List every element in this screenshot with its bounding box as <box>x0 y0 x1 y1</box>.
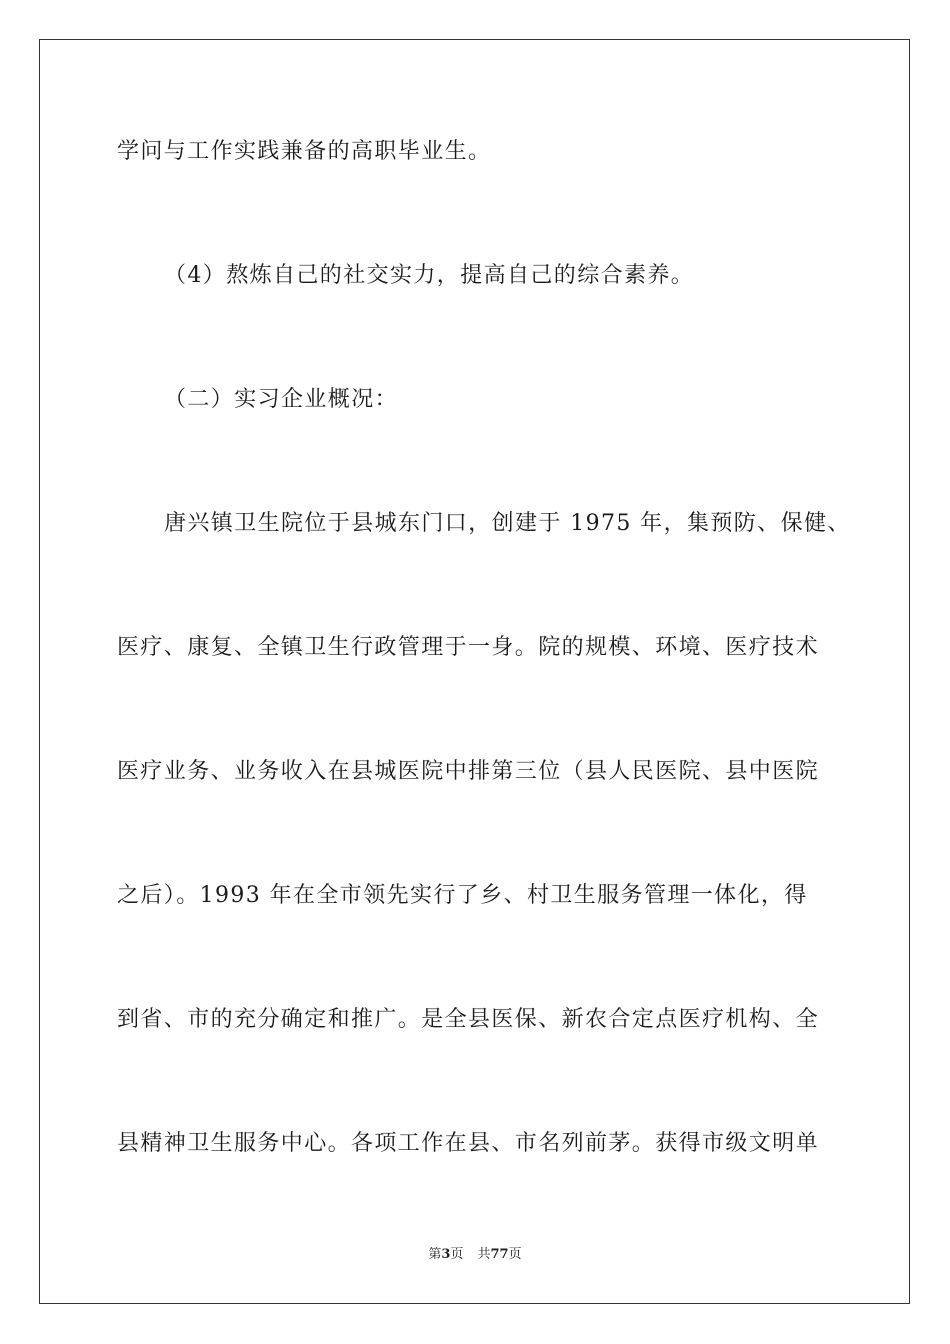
text-line-2: （4）熬炼自己的社交实力，提高自己的综合素养。 <box>164 263 695 288</box>
text-line-4: 唐兴镇卫生院位于县城东门口，创建于 1975 年，集预防、保健、 <box>164 511 851 536</box>
page-number: 3 <box>441 1247 451 1262</box>
page-border <box>39 39 910 1304</box>
text-line-7: 之后）。1993 年在全市领先实行了乡、村卫生服务管理一体化，得 <box>117 883 808 908</box>
page-suffix: 页 <box>450 1247 464 1262</box>
page-prefix: 第 <box>428 1247 442 1262</box>
total-prefix: 共 <box>477 1247 491 1262</box>
text-line-6: 医疗业务、业务收入在县城医院中排第三位（县人民医院、县中医院 <box>117 759 820 784</box>
text-line-5: 医疗、康复、全镇卫生行政管理于一身。院的规模、环境、医疗技术 <box>117 635 820 660</box>
text-line-1: 学问与工作实践兼备的高职毕业生。 <box>117 139 492 164</box>
text-line-9: 县精神卫生服务中心。各项工作在县、市名列前茅。获得市级文明单 <box>117 1131 820 1156</box>
page-footer <box>0 1246 950 1264</box>
total-suffix: 页 <box>508 1247 522 1262</box>
section-heading: （二）实习企业概况： <box>164 387 399 412</box>
text-line-8: 到省、市的充分确定和推广。是全县医保、新农合定点医疗机构、全 <box>117 1007 820 1032</box>
total-pages: 77 <box>490 1247 509 1262</box>
